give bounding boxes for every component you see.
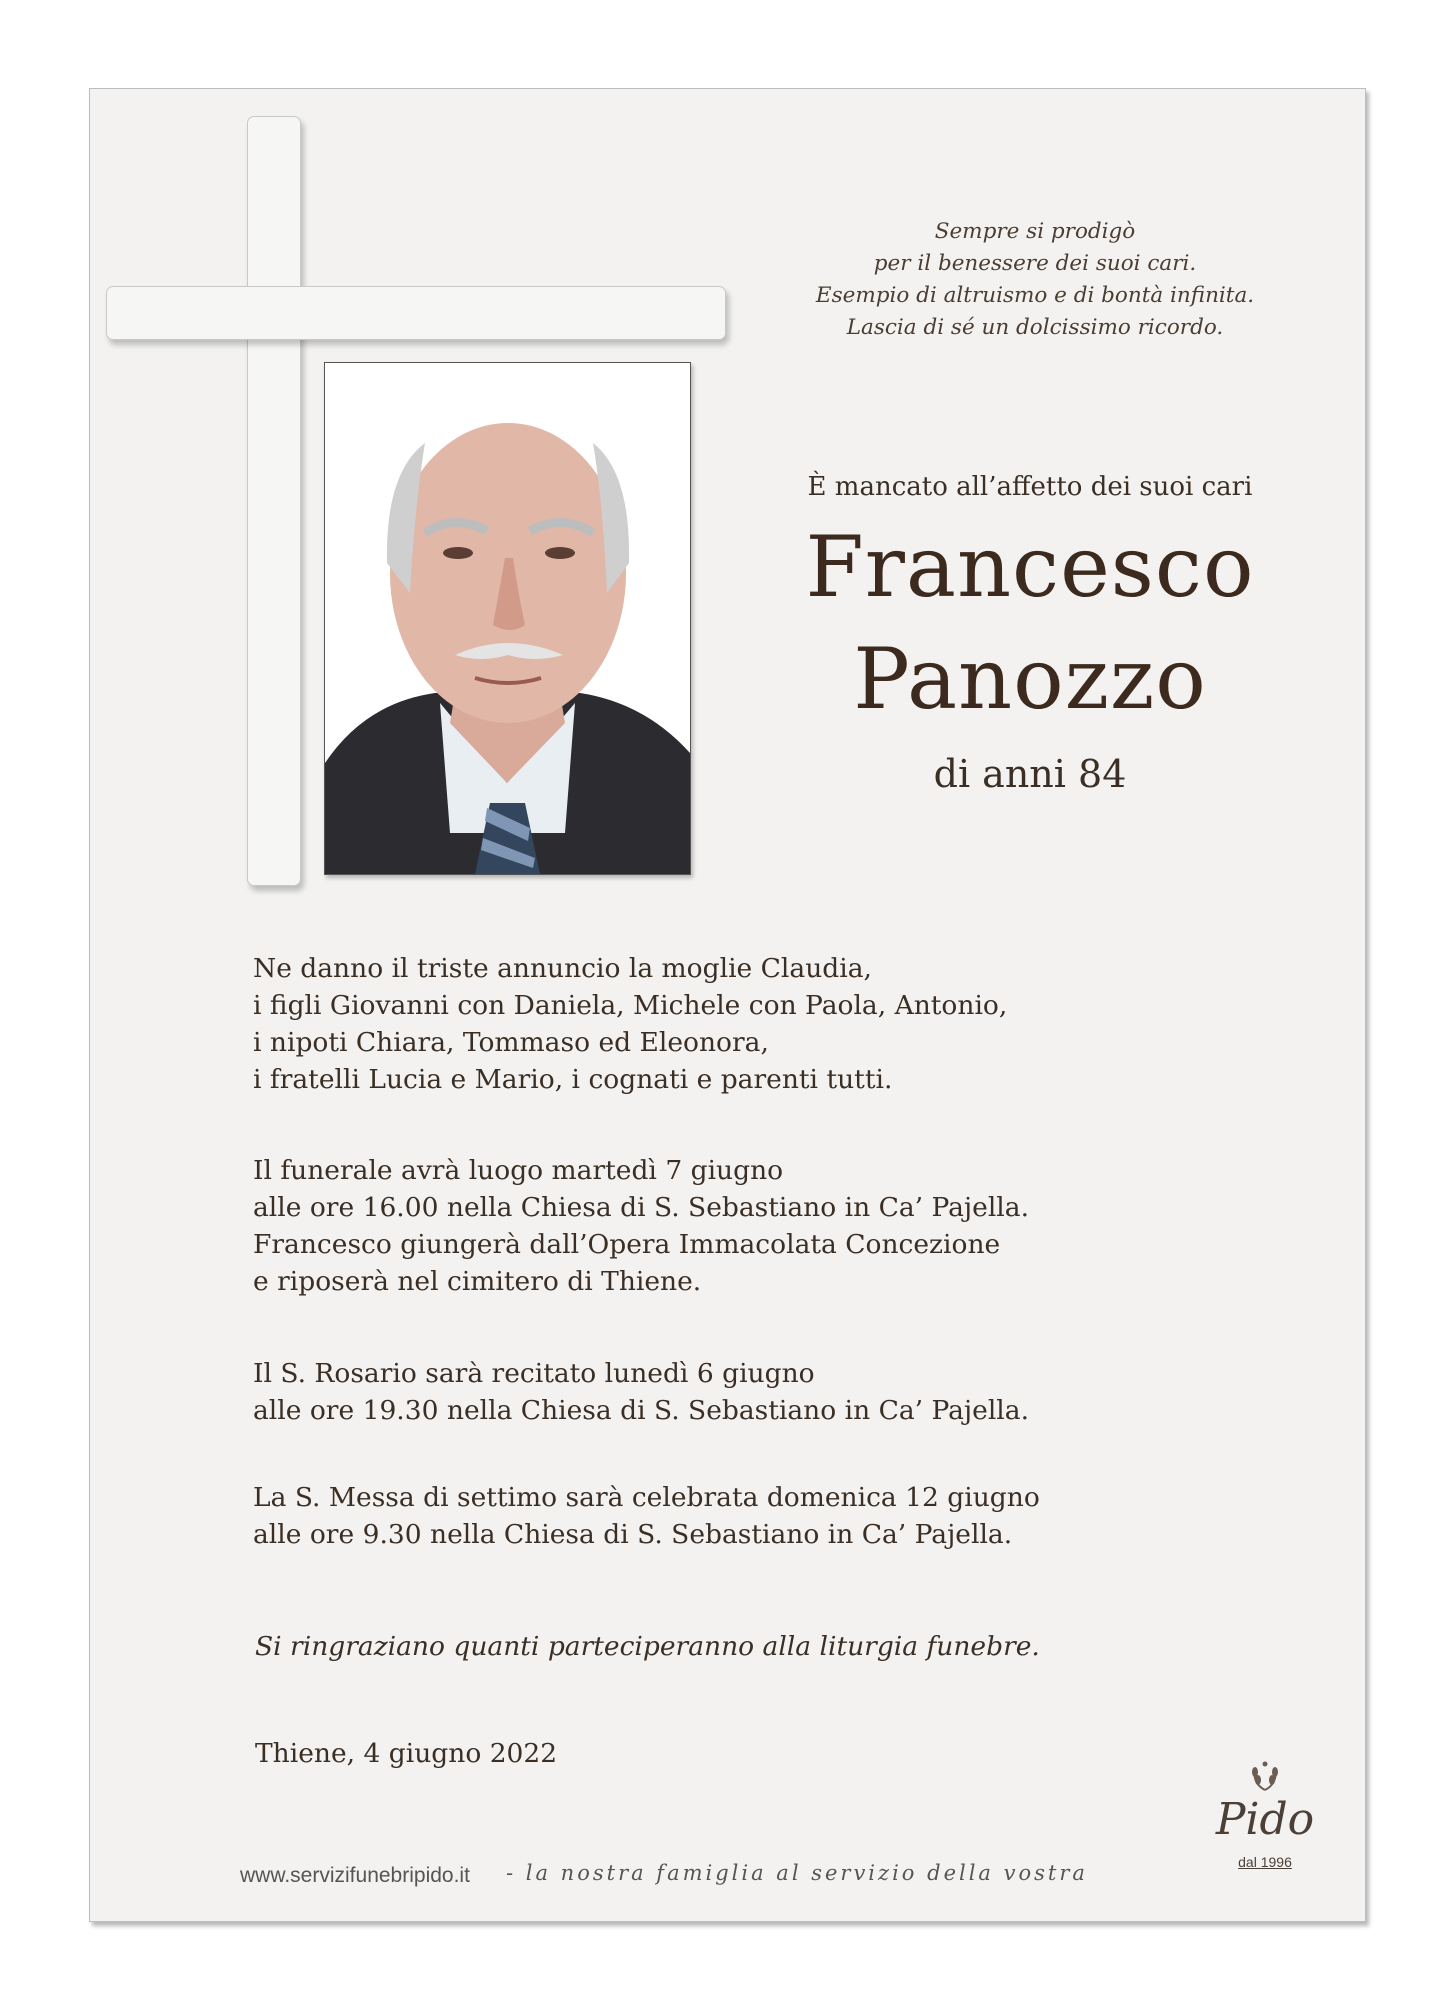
portrait-illustration (325, 363, 690, 874)
quote-line: Sempre si prodigò (934, 219, 1136, 244)
rosary-line: Il S. Rosario sarà recitato lunedì 6 giugno (253, 1358, 815, 1389)
intro-text: È mancato all’affetto dei suoi cari (807, 472, 1253, 502)
mass-line: alle ore 9.30 nella Chiesa di S. Sebastiano in Ca’ Pajella. (253, 1519, 1013, 1550)
rosary-paragraph (253, 1355, 1029, 1429)
mass-line: La S. Messa di settimo sarà celebrata domenica 12 giugno (253, 1482, 1040, 1513)
rosary-line: alle ore 19.30 nella Chiesa di S. Sebastiano in Ca’ Pajella. (253, 1395, 1030, 1426)
quote-line: per il benessere dei suoi cari. (873, 251, 1197, 276)
announcement-line: i fratelli Lucia e Mario, i cognati e parenti tutti. (253, 1064, 893, 1095)
cross-vertical-bar (247, 116, 301, 886)
place-date: Thiene, 4 giugno 2022 (255, 1738, 558, 1769)
announcement-line: i nipoti Chiara, Tommaso ed Eleonora, (253, 1027, 769, 1058)
footer-tagline: - la nostra famiglia al servizio della vostra (506, 1861, 1088, 1885)
thanks-text: Si ringraziano quanti parteciperanno alla liturgia funebre. (255, 1631, 1040, 1662)
memorial-quote (760, 216, 1310, 344)
funeral-line: alle ore 16.00 nella Chiesa di S. Sebastiano in Ca’ Pajella. (253, 1192, 1030, 1223)
logo-name: Pido (1215, 1794, 1315, 1845)
first-name: Francesco (805, 518, 1255, 616)
cross-horizontal-bar (106, 286, 726, 340)
quote-line: Lascia di sé un dolcissimo ricordo. (846, 315, 1224, 340)
age-text: di anni 84 (933, 752, 1127, 796)
announcement-line: Ne danno il triste annuncio la moglie Claudia, (253, 953, 872, 984)
wreath-icon (1247, 1758, 1283, 1794)
website-link[interactable]: www.servizifunebripido.it (240, 1864, 470, 1887)
funeral-paragraph (253, 1152, 1029, 1300)
funeral-line: Francesco giungerà dall’Opera Immacolata Concezione (253, 1229, 1001, 1260)
announcement-paragraph (253, 950, 1007, 1098)
funeral-line: e riposerà nel cimitero di Thiene. (253, 1266, 702, 1297)
funeral-line: Il funerale avrà luogo martedì 7 giugno (253, 1155, 784, 1186)
logo-since: dal 1996 (1238, 1854, 1292, 1870)
last-name: Panozzo (853, 630, 1207, 728)
portrait-photo (324, 362, 691, 875)
mass-paragraph (253, 1479, 1040, 1553)
announcement-line: i figli Giovanni con Daniela, Michele con Paola, Antonio, (253, 990, 1008, 1021)
funeral-home-logo (1195, 1758, 1335, 1878)
quote-line: Esempio di altruismo e di bontà infinita. (815, 283, 1255, 308)
